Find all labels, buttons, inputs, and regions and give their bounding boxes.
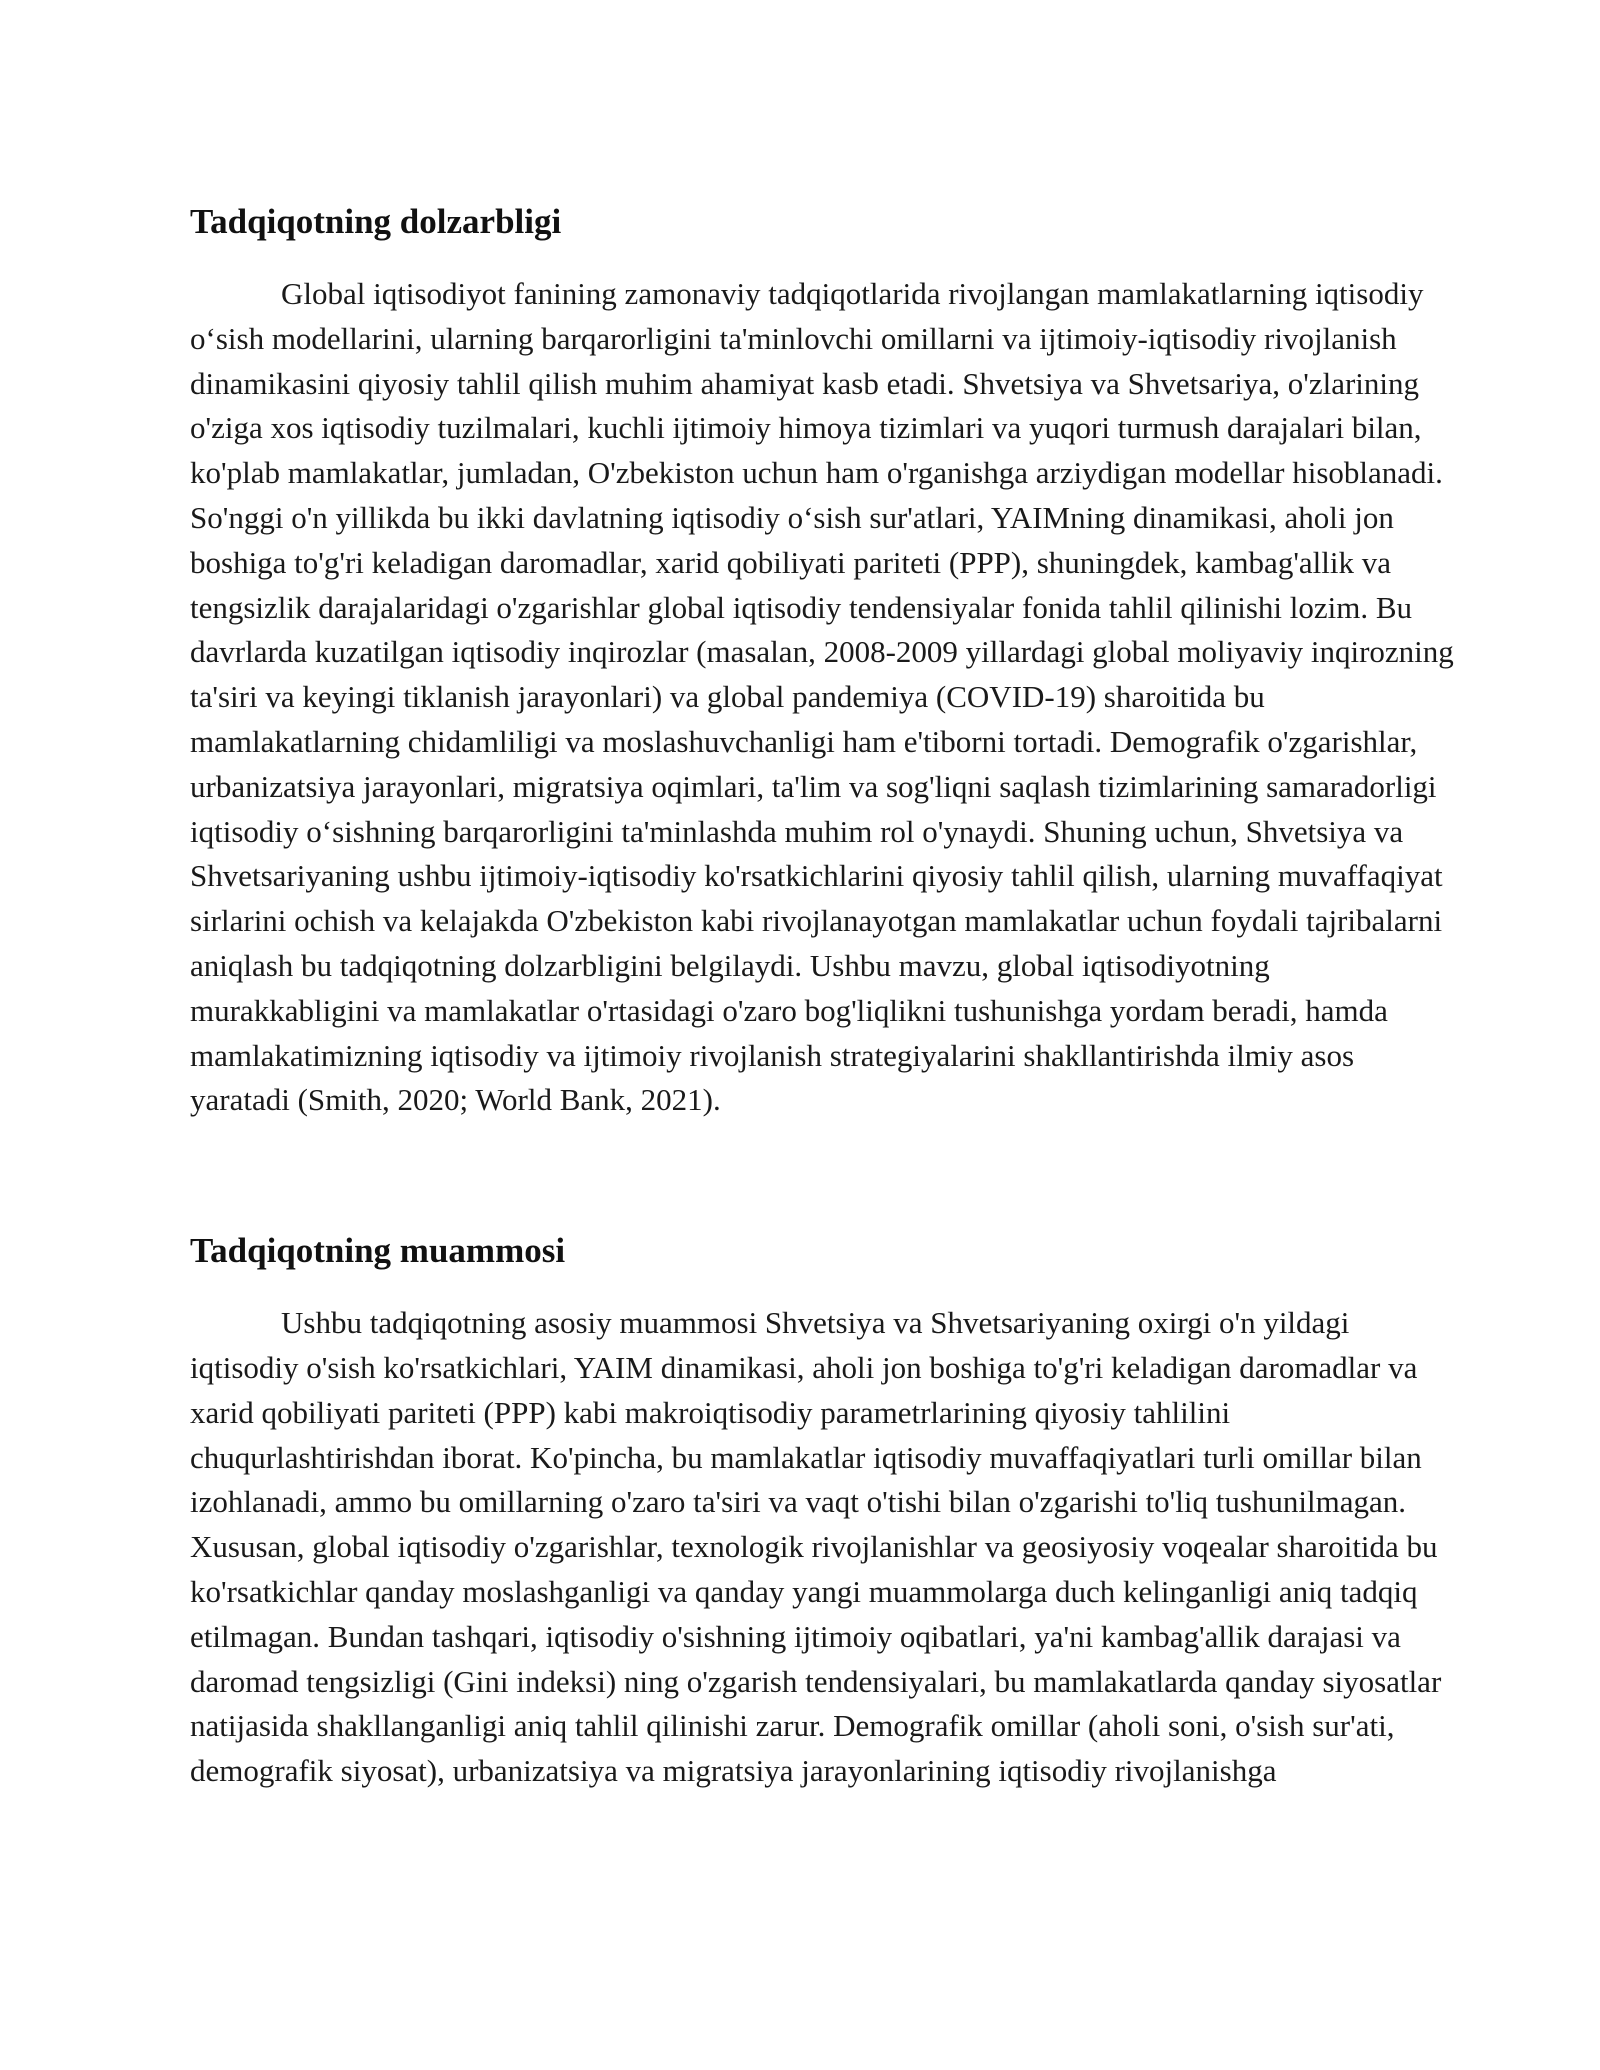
section-heading-relevance: Tadqiqotning dolzarbligi [190,202,562,241]
section-body-relevance: Global iqtisodiyot fanining zamonaviy tadqiqotlarida rivojlangan mamlakatlarning iqtisodiy o‘sish modellarini, ularning barqarorligini ta'minlovchi omillarni va ijtimoiy-iqtisodiy rivojlanish dinamikasini qiyosiy tahlil qilish muhim ahamiyat kasb etadi. Shvetsiya va Shvetsariya, o'zlarining o'ziga xos iqtisodiy tuzilmalari, kuchli ijtimoiy himoya tizimlari va yuqori turmush darajalari bilan, ko'plab mamlakatlar, jumladan, O'zbekiston uchun ham o'rganishga arziydigan modellar hisoblanadi. So'nggi o'n yillikda bu ikki davlatning iqtisodiy o‘sish sur'atlari, YAIMning dinamikasi, aholi jon boshiga to'g'ri keladigan daromadlar, xarid qobiliyati pariteti (PPP), shuningdek, kambag'allik va tengsizlik darajalaridagi o'zgarishlar global iqtisodiy tendensiyalar fonida tahlil qilinishi lozim. Bu davrlarda kuzatilgan iqtisodiy inqirozlar (masalan, 2008-2009 yillardagi global moliyaviy inqirozning ta'siri va keyingi tiklanish jarayonlari) va global pandemiya (COVID-19) sharoitida bu mamlakatlarning chidamliligi va moslashuvchanligi ham e'tiborni tortadi. Demografik o'zgarishlar, urbanizatsiya jarayonlari, migratsiya oqimlari, ta'lim va sog'liqni saqlash tizimlarining samaradorligi iqtisodiy o‘sishning barqarorligini ta'minlashda muhim rol o'ynaydi. Shuning uchun, Shvetsiya va Shvetsariyaning ushbu ijtimoiy-iqtisodiy ko'rsatkichlarini qiyosiy tahlil qilish, ularning muvaffaqiyat sirlarini ochish va kelajakda O'zbekiston kabi rivojlanayotgan mamlakatlar uchun foydali tajribalarni aniqlash bu tadqiqotning dolzarbligini belgilaydi. Ushbu mavzu, global iqtisodiyotning murakkabligini va mamlakatlar o'rtasidagi o'zaro bog'liqlikni tushunishga yordam beradi, hamda mamlakatimizning iqtisodiy va ijtimoiy rivojlanish strategiyalarini shakllantirishda ilmiy asos yaratadi (Smith, 2020; World Bank, 2021). [190,276,1454,1118]
section-heading-problem: Tadqiqotning muammosi [190,1231,566,1271]
document-content [190,200,1460,1794]
section-problem [190,1229,1460,1794]
section-body-problem: Ushbu tadqiqotning asosiy muammosi Shvetsiya va Shvetsariyaning oxirgi o'n yildagi iqtisodiy o'sish ko'rsatkichlari, YAIM dinamikasi, aholi jon boshiga to'g'ri keladigan daromadlar va xarid qobiliyati pariteti (PPP) kabi makroiqtisodiy parametrlarining qiyosiy tahlilini chuqurlashtirishdan iborat. Ko'pincha, bu mamlakatlar iqtisodiy muvaffaqiyatlari turli omillar bilan izohlanadi, ammo bu omillarning o'zaro ta'siri va vaqt o'tishi bilan o'zgarishi to'liq tushunilmagan. Xususan, global iqtisodiy o'zgarishlar, texnologik rivojlanishlar va geosiyosiy voqealar sharoitida bu ko'rsatkichlar qanday moslashganligi va qanday yangi muammolarga duch kelinganligi aniq tadqiq etilmagan. Bundan tashqari, iqtisodiy o'sishning ijtimoiy oqibatlari, ya'ni kambag'allik darajasi va daromad tengsizligi (Gini indeksi) ning o'zgarish tendensiyalari, bu mamlakatlarda qanday siyosatlar natijasida shakllanganligi aniq tahlil qilinishi zarur. Demografik omillar (aholi soni, o'sish sur'ati, demografik siyosat), urbanizatsiya va migratsiya jarayonlarining iqtisodiy rivojlanishga [190,1305,1442,1789]
section-relevance [190,200,1460,1123]
